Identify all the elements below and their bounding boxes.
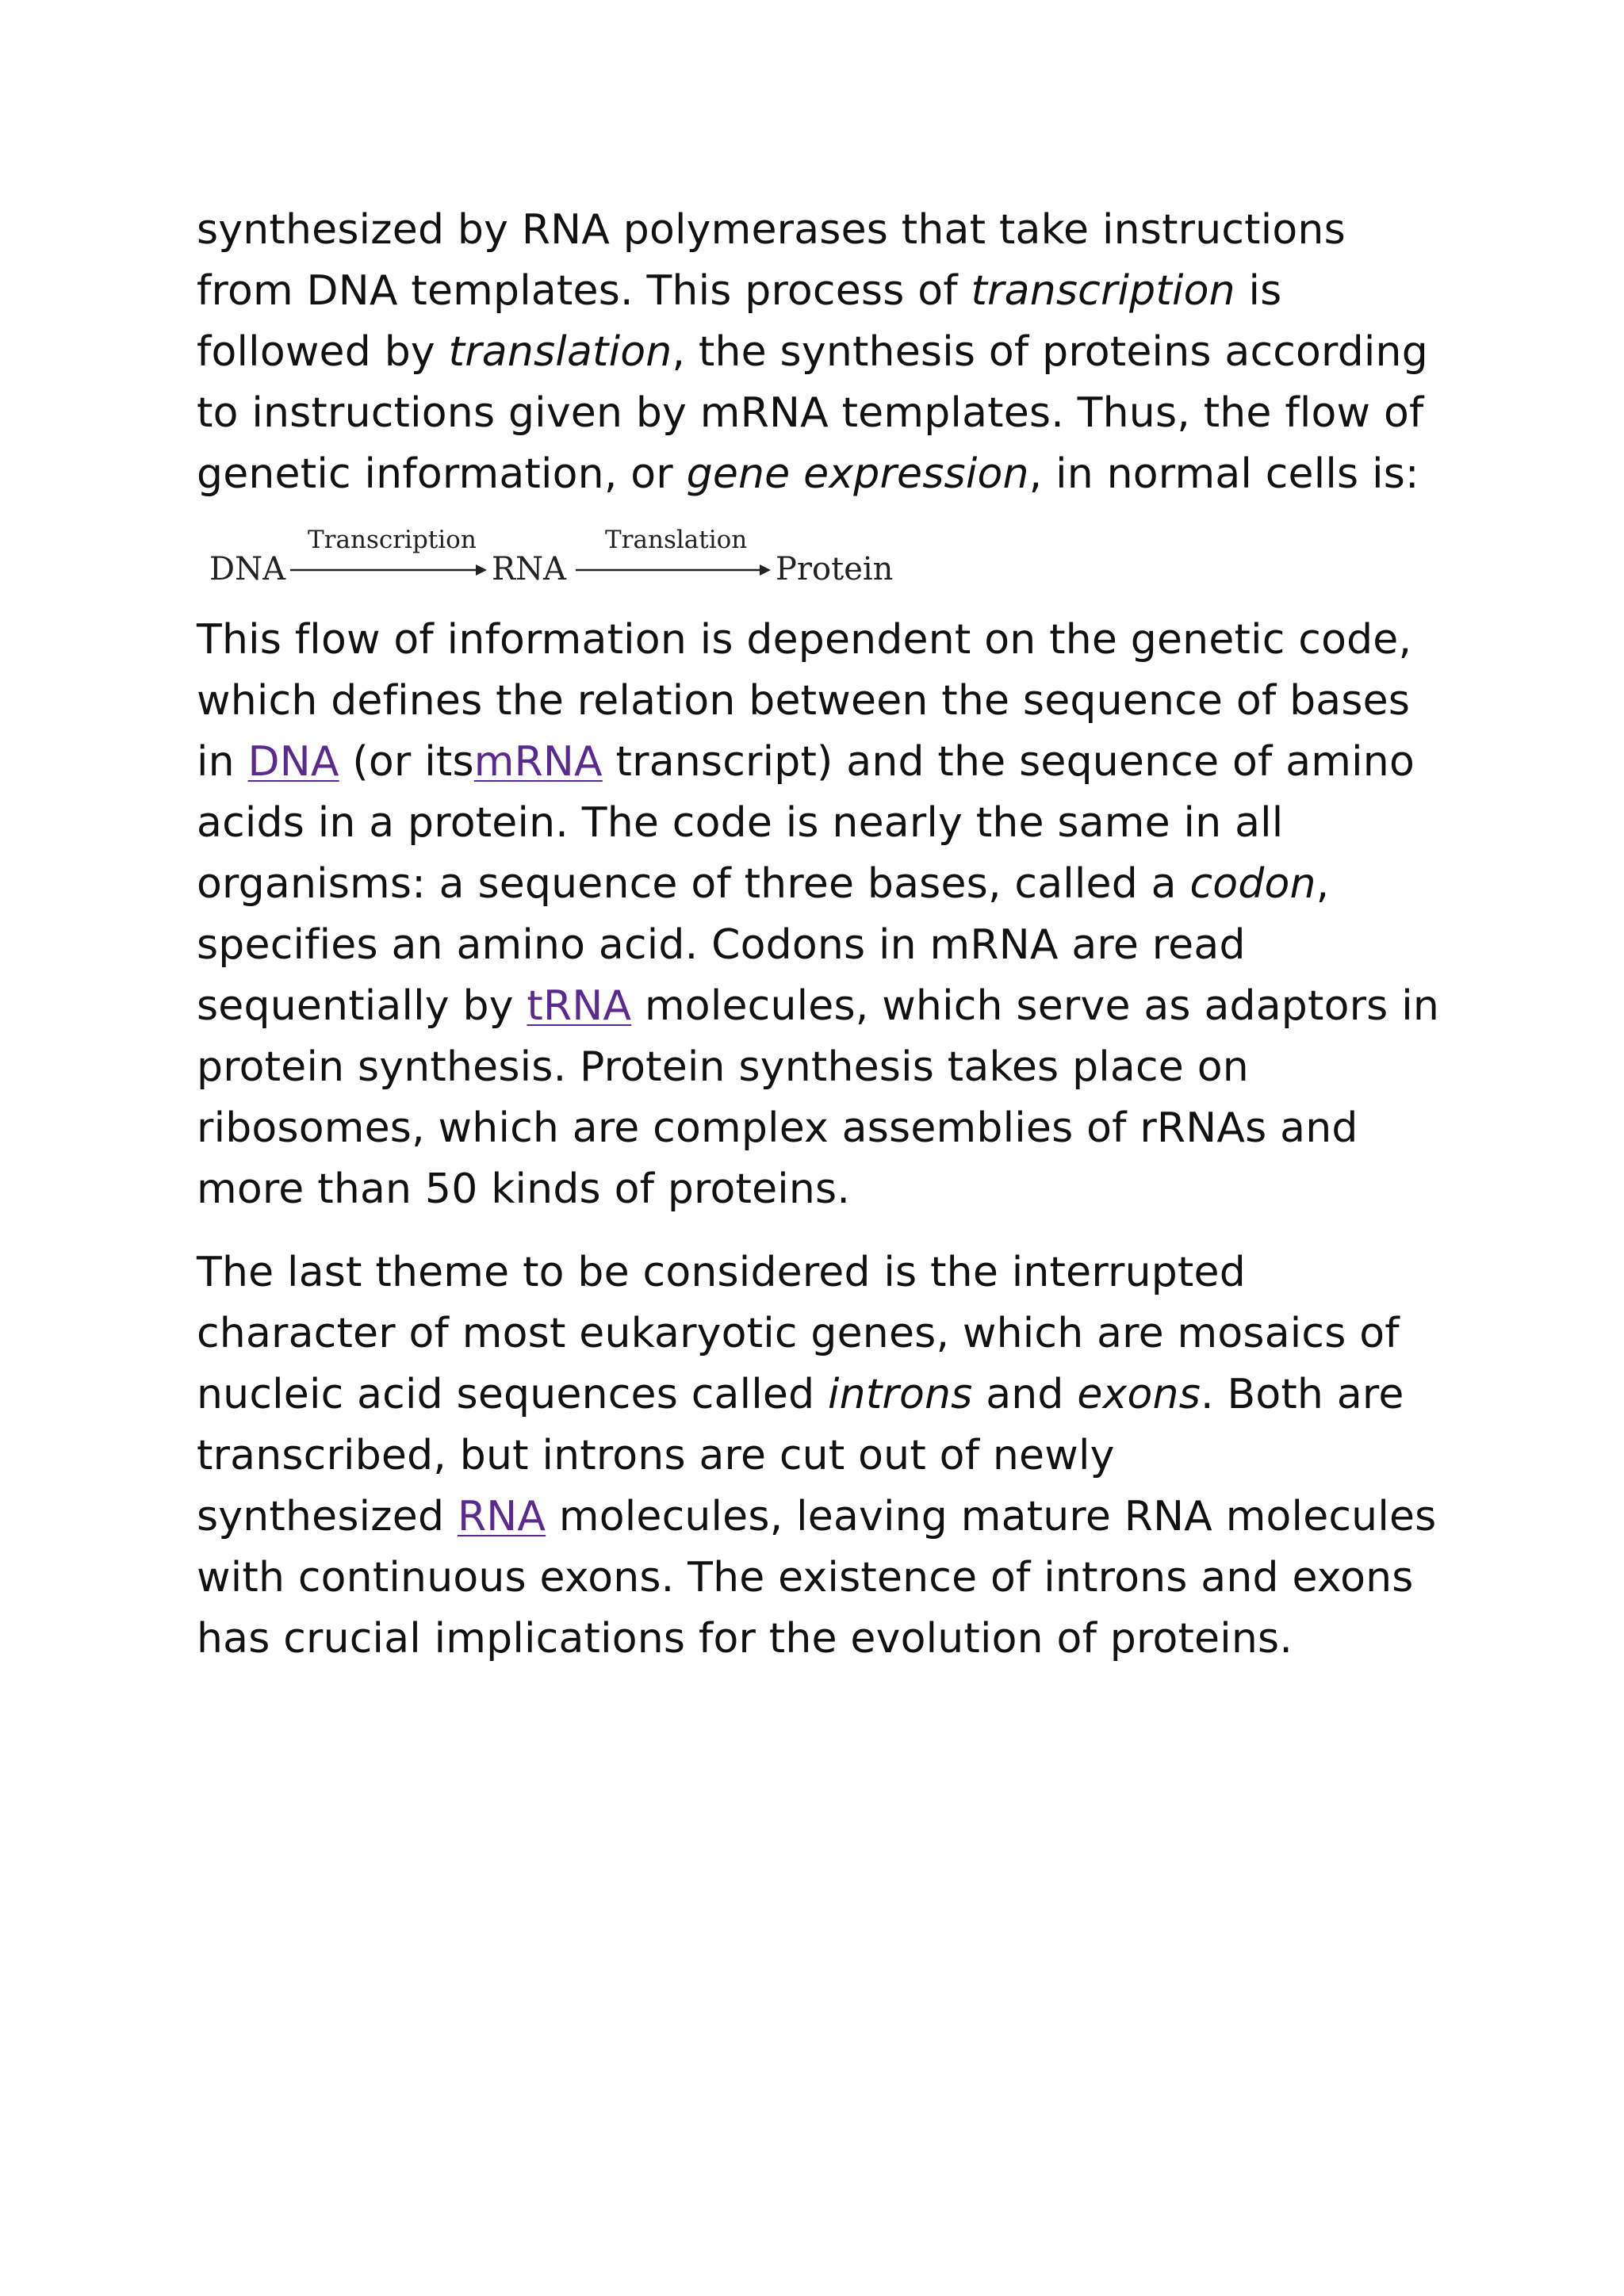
italic-term: gene expression	[686, 450, 1029, 498]
italic-term: exons	[1077, 1371, 1201, 1418]
text-span: This flow of information is dependent on the genetic code,	[197, 616, 1412, 664]
text-span: is	[1235, 267, 1282, 315]
text-line	[197, 1487, 1437, 1548]
text-span: character of most eukaryotic genes, which are mosaics of	[197, 1310, 1400, 1357]
text-line	[197, 671, 1434, 732]
text-span: organisms: a sequence of three bases, called a	[197, 860, 1190, 908]
text-line	[197, 610, 1434, 671]
text-line	[197, 854, 1434, 915]
italic-term: introns	[828, 1371, 973, 1418]
text-span: protein synthesis. Protein synthesis takes place on	[197, 1043, 1249, 1091]
text-span: specifies an amino acid. Codons in mRNA are read	[197, 921, 1246, 969]
text-span: more than 50 kinds of proteins.	[197, 1165, 851, 1213]
flow-node-protein: Protein	[776, 551, 894, 587]
flow-arrow-label-transcription: Transcription	[308, 526, 477, 554]
arrow-head-icon	[476, 564, 487, 576]
text-line	[197, 1609, 1434, 1670]
text-span: The last theme to be considered is the interrupted	[197, 1249, 1246, 1296]
text-line	[197, 1159, 1434, 1220]
text-line	[197, 915, 1434, 976]
text-line	[197, 732, 1434, 793]
text-span: sequentially by	[197, 982, 527, 1030]
text-span: , the synthesis of proteins according	[672, 328, 1428, 376]
text-span: acids in a protein. The code is nearly the same in all	[197, 799, 1284, 847]
text-line	[197, 1037, 1434, 1098]
text-span: with continuous exons. The existence of introns and exons	[197, 1554, 1414, 1601]
text-span: has crucial implications for the evolution of proteins.	[197, 1615, 1293, 1663]
text-line	[197, 1548, 1434, 1609]
text-span: which defines the relation between the sequence of bases	[197, 677, 1411, 725]
text-line	[197, 1098, 1434, 1159]
text-line	[197, 383, 1434, 444]
text-span: ,	[1316, 860, 1330, 908]
text-span: ribosomes, which are complex assemblies of rRNAs and	[197, 1104, 1358, 1152]
text-line	[197, 1364, 1434, 1425]
text-span: in	[197, 738, 248, 786]
text-span: synthesized	[197, 1493, 458, 1540]
text-span: transcribed, but introns are cut out of newly	[197, 1432, 1115, 1479]
text-line	[197, 976, 1440, 1037]
text-span: to instructions given by mRNA templates. Thus, the flow of	[197, 389, 1424, 437]
paragraph-gap	[197, 1220, 1434, 1242]
flow-diagram-svg	[197, 522, 894, 595]
italic-term: transcription	[971, 267, 1235, 315]
gene-expression-diagram	[197, 522, 894, 595]
text-span: and	[972, 1371, 1078, 1418]
text-line	[197, 261, 1434, 322]
italic-term: translation	[448, 328, 672, 376]
text-span: (or its	[339, 738, 474, 786]
paragraph-2	[197, 610, 1440, 1220]
text-span: followed by	[197, 328, 449, 376]
link-dna[interactable]: DNA	[247, 738, 339, 786]
flow-node-dna: DNA	[209, 551, 285, 587]
arrow-head-icon	[760, 564, 771, 576]
text-span: from DNA templates. This process of	[197, 267, 971, 315]
text-span: genetic information, or	[197, 450, 687, 498]
flow-node-rna: RNA	[492, 551, 567, 587]
text-line	[197, 200, 1434, 261]
text-line	[197, 1425, 1434, 1487]
text-span: nucleic acid sequences called	[197, 1371, 829, 1418]
paragraph-1	[197, 200, 1434, 505]
link-rna[interactable]: RNA	[457, 1493, 546, 1540]
text-line	[197, 444, 1434, 505]
text-span: molecules, leaving mature RNA molecules	[546, 1493, 1437, 1540]
link-trna[interactable]: tRNA	[527, 982, 632, 1030]
paragraph-3	[197, 1242, 1437, 1670]
text-line	[197, 1303, 1434, 1364]
flow-arrow-label-translation: Translation	[605, 526, 748, 554]
text-span: . Both are	[1201, 1371, 1404, 1418]
text-span: , in normal cells is:	[1028, 450, 1419, 498]
link-mrna[interactable]: mRNA	[473, 738, 603, 786]
italic-term: codon	[1189, 860, 1316, 908]
text-line	[197, 793, 1434, 854]
text-span: molecules, which serve as adaptors in	[631, 982, 1440, 1030]
text-line	[197, 1242, 1434, 1303]
text-line	[197, 322, 1434, 383]
text-span: transcript) and the sequence of amino	[602, 738, 1415, 786]
text-span: synthesized by RNA polymerases that take instructions	[197, 206, 1346, 254]
document-page	[197, 200, 1440, 1670]
